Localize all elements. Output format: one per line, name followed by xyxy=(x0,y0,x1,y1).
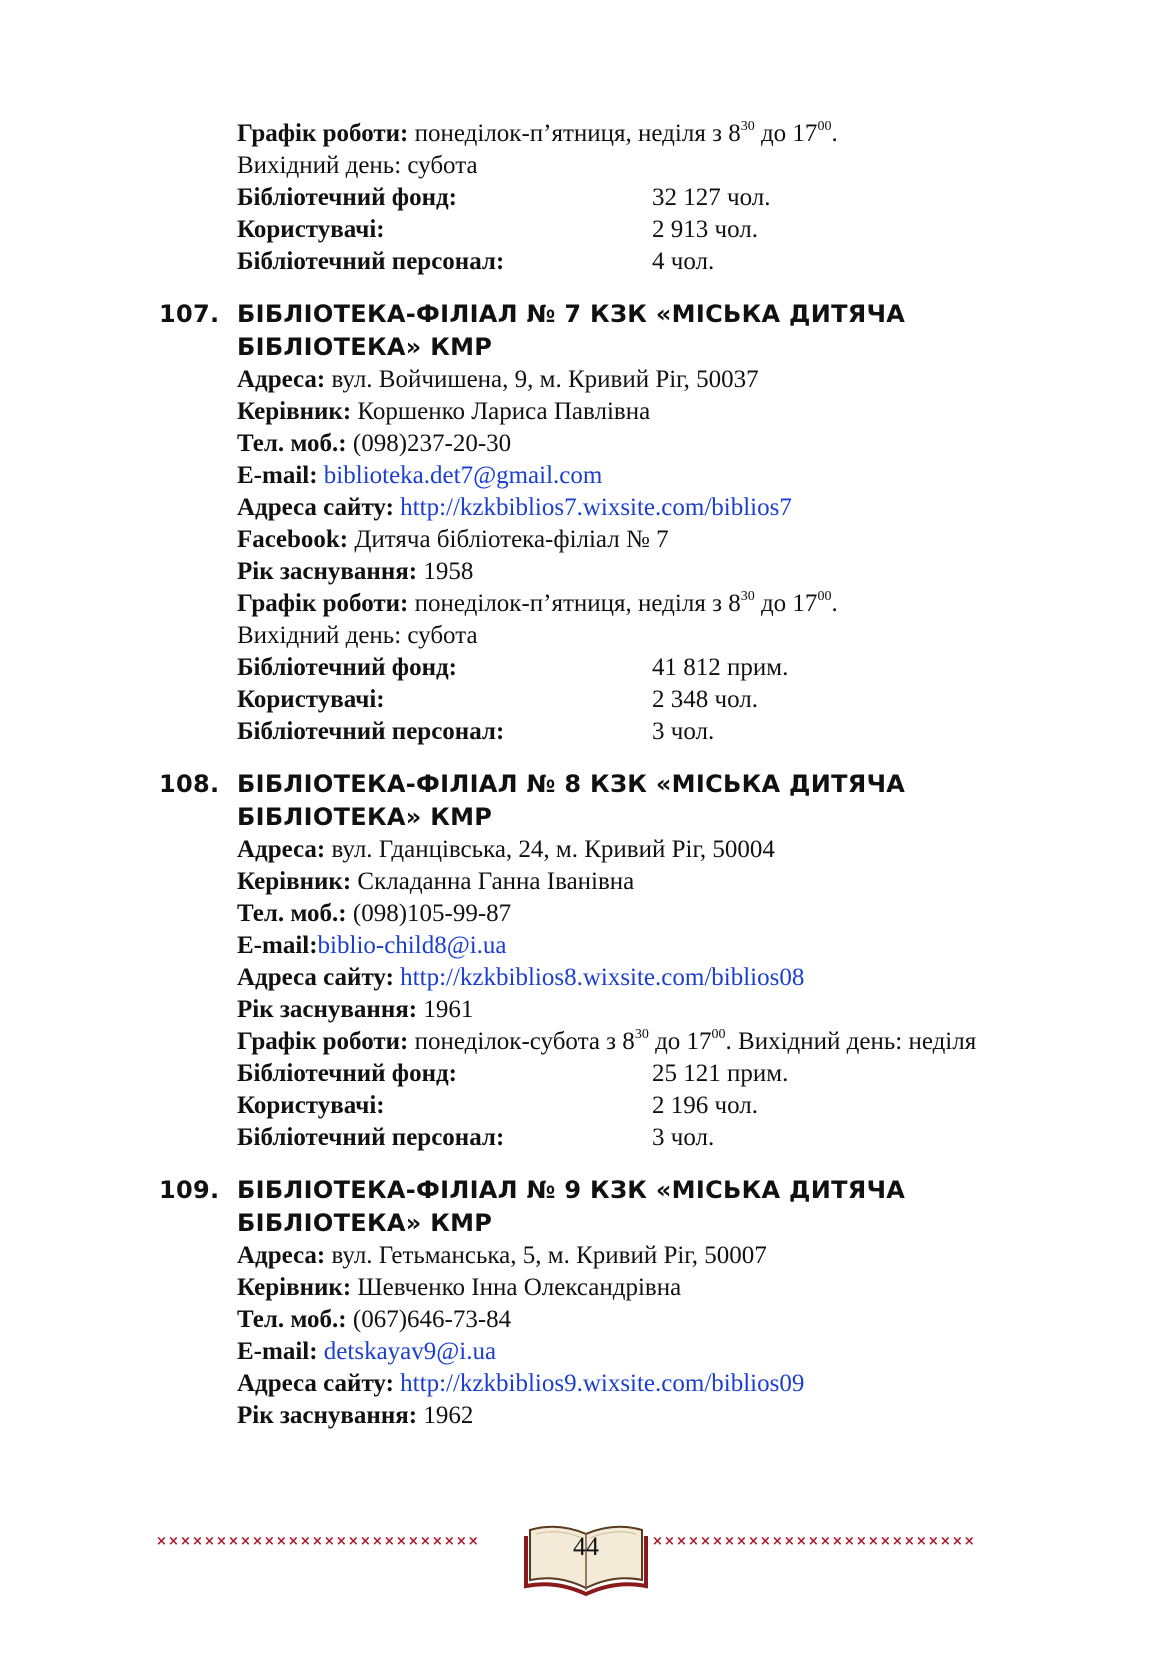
email-link[interactable]: biblio-child8@i.ua xyxy=(317,932,507,959)
site-link[interactable]: http://kzkbiblios7.wixsite.com/biblios7 xyxy=(393,494,792,521)
entry-title-line: БІБЛІОТЕКА» КМР xyxy=(237,1209,493,1237)
head-line: Керівник: Коршенко Лариса Павлівна xyxy=(237,398,651,425)
schedule-line: Графік роботи: понеділок-п’ятниця, неділя з $8^{30}$ до $17^{00}$. xyxy=(237,589,838,617)
entry-title-line: БІБЛІОТЕКА-ФІЛІАЛ № 8 КЗК «МІСЬКА ДИТЯЧА xyxy=(237,770,906,798)
schedule-line: Графік роботи: понеділок-субота з $8^{30}$ до $17^{00}$. Вихідний день: неділя xyxy=(237,1027,977,1055)
page-content xyxy=(159,118,1057,1432)
entry-heading-108 xyxy=(159,768,1057,834)
head-line: Керівник: Складанна Ганна Іванівна xyxy=(237,868,635,895)
site-line: Адреса сайту: http://kzkbiblios9.wixsite.com/biblios09 xyxy=(237,1370,805,1397)
entry-number: 108. xyxy=(159,770,220,798)
stat-row: Бібліотечний персонал: 4 чол. xyxy=(237,248,715,275)
ornament-right: ××××××××××××××××××××××××××× xyxy=(652,1534,976,1549)
page-footer xyxy=(150,1508,1020,1598)
entry-title-line: БІБЛІОТЕКА» КМР xyxy=(237,333,493,361)
email-line: E-mail:biblio-child8@i.ua xyxy=(237,932,507,959)
head-line: Керівник: Шевченко Інна Олександрівна xyxy=(237,1274,682,1301)
entry-heading-107 xyxy=(159,298,1057,364)
facebook-line: Facebook: Дитяча бібліотека-філіал № 7 xyxy=(237,526,669,553)
stat-row: Бібліотечний персонал: 3 чол. xyxy=(237,1124,715,1151)
schedule-label: Графік роботи: xyxy=(237,120,409,147)
day-off-line: Вихідний день: субота xyxy=(237,152,478,179)
email-link[interactable]: biblioteka.det7@gmail.com xyxy=(317,462,603,489)
stat-row: Бібліотечний фонд: 32 127 чол. xyxy=(237,184,771,211)
stat-row: Бібліотечний фонд: 25 121 прим. xyxy=(237,1060,789,1087)
schedule-line: Графік роботи: понеділок-п’ятниця, неділя з $8^{30}$ до $17^{00}$. xyxy=(237,119,838,147)
founded-line: Рік заснування: 1961 xyxy=(237,996,474,1023)
entry-title-line: БІБЛІОТЕКА-ФІЛІАЛ № 9 КЗК «МІСЬКА ДИТЯЧА xyxy=(237,1176,906,1204)
entry-title-line: БІБЛІОТЕКА-ФІЛІАЛ № 7 КЗК «МІСЬКА ДИТЯЧА xyxy=(237,300,906,328)
site-link[interactable]: http://kzkbiblios8.wixsite.com/biblios08 xyxy=(393,964,805,991)
entry-number: 109. xyxy=(159,1176,220,1204)
page-number: 44 xyxy=(573,1532,599,1561)
founded-line: Рік заснування: 1958 xyxy=(237,558,474,585)
phone-line: Тел. моб.: (067)646-73-84 xyxy=(237,1306,512,1333)
entry-heading-109 xyxy=(159,1174,1057,1240)
entry-title-line: БІБЛІОТЕКА» КМР xyxy=(237,803,493,831)
email-line: E-mail: detskayav9@i.ua xyxy=(237,1338,497,1365)
email-link[interactable]: detskayav9@i.ua xyxy=(317,1338,497,1365)
site-link[interactable]: http://kzkbiblios9.wixsite.com/biblios09 xyxy=(393,1370,805,1397)
stat-row: Бібліотечний персонал: 3 чол. xyxy=(237,718,715,745)
site-line: Адреса сайту: http://kzkbiblios8.wixsite.com/biblios08 xyxy=(237,964,805,991)
address-line: Адреса: вул. Войчишена, 9, м. Кривий Ріг, 50037 xyxy=(237,366,759,393)
stat-row: Користувачі: 2 913 чол. xyxy=(237,216,758,243)
site-line: Адреса сайту: http://kzkbiblios7.wixsite.com/biblios7 xyxy=(237,494,792,521)
entry-number: 107. xyxy=(159,300,220,328)
day-off-line: Вихідний день: субота xyxy=(237,622,478,649)
email-line: E-mail: biblioteka.det7@gmail.com xyxy=(237,462,603,489)
founded-line: Рік заснування: 1962 xyxy=(237,1402,474,1429)
address-line: Адреса: вул. Гетьманська, 5, м. Кривий Ріг, 50007 xyxy=(237,1242,767,1269)
stat-row: Бібліотечний фонд: 41 812 прим. xyxy=(237,654,789,681)
stat-row: Користувачі: 2 348 чол. xyxy=(237,686,758,713)
phone-line: Тел. моб.: (098)237-20-30 xyxy=(237,430,512,457)
phone-line: Тел. моб.: (098)105-99-87 xyxy=(237,900,512,927)
stat-row: Користувачі: 2 196 чол. xyxy=(237,1092,758,1119)
address-line: Адреса: вул. Гданцівська, 24, м. Кривий Ріг, 50004 xyxy=(237,836,775,863)
ornament-left: ××××××××××××××××××××××××××× xyxy=(156,1534,480,1549)
